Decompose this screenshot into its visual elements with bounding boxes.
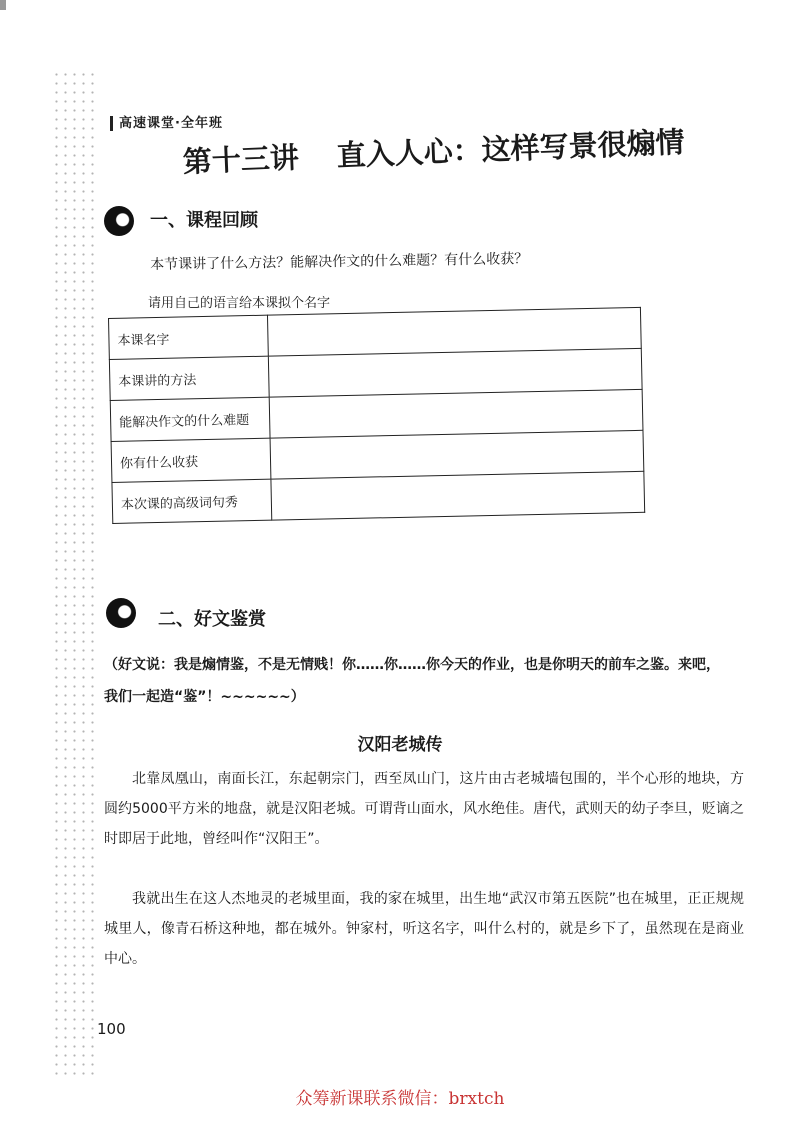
intro-line-2: 我们一起造“鉴”！~~~~~~）	[104, 689, 305, 705]
series-header: 高速课堂·全年班	[110, 116, 223, 131]
lesson-title-text: 直入人心：这样写景很煽情	[336, 124, 686, 173]
table-label: 本课名字	[109, 315, 269, 359]
review-question: 本节课讲了什么方法？能解决作文的什么难题？有什么收获？	[150, 251, 529, 273]
scan-artifact	[0, 0, 6, 10]
lesson-number: 第十三讲	[182, 140, 300, 179]
essay-paragraph-2: 我就出生在这人杰地灵的老城里面，我的家在城里，出生地“武汉市第五医院”也在城里，正正规规城里人，像青石桥这种地，都在城外。钟家村，听这名字，叫什么村的，就是乡下了，虽然现在是商业中心。	[104, 891, 744, 967]
section-review-title: 一、课程回顾	[150, 210, 258, 231]
intro-line-1: （好文说：我是煽情鉴，不是无情贱！你……你……你今天的作业，也是你明天的前车之鉴。来吧，	[104, 657, 720, 673]
review-instruction: 请用自己的语言给本课拟个名字	[148, 296, 331, 311]
essay-paragraph-1: 北靠凤凰山，南面长江，东起朝宗门，西至凤山门，这片由古老城墙包围的，半个心形的地块，方圆约5000平方米的地盘，就是汉阳老城。可谓背山面水，风水绝佳。唐代，武则天的幼子李旦，贬谪之时即居于此地，曾经叫作“汉阳王”。	[104, 771, 744, 847]
page-number: 100	[97, 1020, 126, 1038]
table-label: 你有什么收获	[111, 438, 271, 482]
essay-title: 汉阳老城传	[357, 735, 443, 755]
brush-circle-icon	[106, 598, 136, 628]
watermark-text: 众筹新课联系微信：brxtch	[295, 1089, 505, 1109]
table-label: 本次课的高级词句秀	[112, 479, 272, 523]
brush-circle-icon	[104, 206, 134, 236]
table-label: 本课讲的方法	[109, 356, 269, 400]
section-appreciation-title: 二、好文鉴赏	[158, 609, 266, 630]
binding-dot-strip	[52, 70, 94, 1080]
review-table	[108, 307, 645, 524]
table-label: 能解决作文的什么难题	[110, 397, 270, 441]
table-answer-cell[interactable]	[271, 471, 645, 520]
lesson-title	[182, 120, 685, 181]
